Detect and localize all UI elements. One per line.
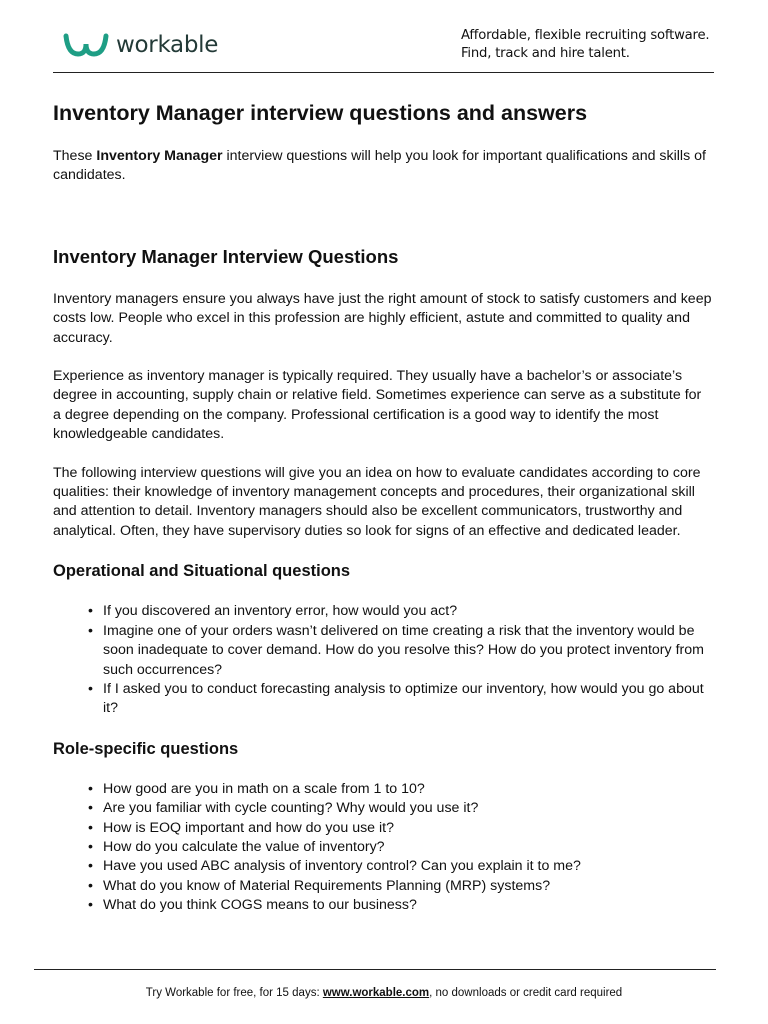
footer bbox=[0, 987, 768, 999]
list-item: • What do you think COGS means to our business? bbox=[103, 896, 713, 915]
workable-link[interactable]: www.workable.com bbox=[322, 987, 430, 999]
list-item: • Imagine one of your orders wasn’t delivered on time creating a risk that the inventory would be soon inadequate to cover demand. How do you resolve this? How do you protect inventory from such occurrences? bbox=[103, 622, 713, 680]
workable-logo-icon bbox=[62, 30, 110, 60]
tagline-line-2: Find, track and hire talent. bbox=[461, 46, 630, 61]
list-item: • Have you used ABC analysis of inventory control? Can you explain it to me? bbox=[103, 857, 713, 876]
intro-prefix: These bbox=[53, 148, 97, 164]
role-specific-list bbox=[53, 780, 713, 916]
header-divider bbox=[53, 72, 714, 73]
page-header bbox=[0, 0, 768, 74]
list-item: • How is EOQ important and how do you use it? bbox=[103, 819, 713, 838]
list-item: • How good are you in math on a scale from 1 to 10? bbox=[103, 780, 713, 799]
paragraph-3: The following interview questions will give you an idea on how to evaluate candidates according to core qualities: their knowledge of inventory management concepts and procedures, their organizational skill and attention to detail. Inventory managers should also be excellent communicators, trustworthy and analytical. Often, they have supervisory duties so look for signs of an effective and dedicated leader. bbox=[53, 464, 701, 539]
paragraph-1: Inventory managers ensure you always have just the right amount of stock to satisfy customers and keep costs low. People who excel in this profession are highly efficient, astute and committed to quality and accuracy. bbox=[53, 290, 712, 346]
footer-prefix: Try Workable for free, for 15 days: bbox=[145, 987, 323, 999]
intro-paragraph bbox=[53, 147, 713, 186]
footer-divider bbox=[34, 969, 716, 970]
intro-bold: Inventory Manager bbox=[96, 148, 223, 164]
list-item: • If you discovered an inventory error, how would you act? bbox=[103, 602, 713, 621]
list-item: • How do you calculate the value of inventory? bbox=[103, 838, 713, 857]
brand-name: workable bbox=[116, 32, 219, 58]
document-body bbox=[53, 98, 713, 916]
list-item: • If I asked you to conduct forecasting analysis to optimize our inventory, how would you go about it? bbox=[103, 680, 713, 719]
page-title: Inventory Manager interview questions and answers bbox=[53, 101, 588, 125]
role-specific-heading: Role-specific questions bbox=[53, 739, 239, 758]
tagline bbox=[461, 27, 709, 63]
tagline-line-1: Affordable, flexible recruiting software. bbox=[461, 28, 710, 43]
operational-list bbox=[53, 602, 713, 718]
workable-logo[interactable] bbox=[62, 28, 218, 62]
section-title: Inventory Manager Interview Questions bbox=[53, 245, 399, 267]
list-item: • What do you know of Material Requirements Planning (MRP) systems? bbox=[103, 877, 713, 896]
operational-heading: Operational and Situational questions bbox=[53, 562, 351, 581]
intro-suffix: interview questions will help you look for important qualifications and skills of candidates. bbox=[53, 148, 706, 184]
paragraph-2: Experience as inventory manager is typically required. They usually have a bachelor’s or associate’s degree in accounting, supply chain or relative field. Sometimes experience can serve as a substitute for a degree depending on the company. Professional certification is a good way to identify the most knowledgeable candidates. bbox=[53, 368, 702, 443]
footer-suffix: , no downloads or credit card required bbox=[429, 987, 623, 999]
list-item: • Are you familiar with cycle counting? Why would you use it? bbox=[103, 799, 713, 818]
